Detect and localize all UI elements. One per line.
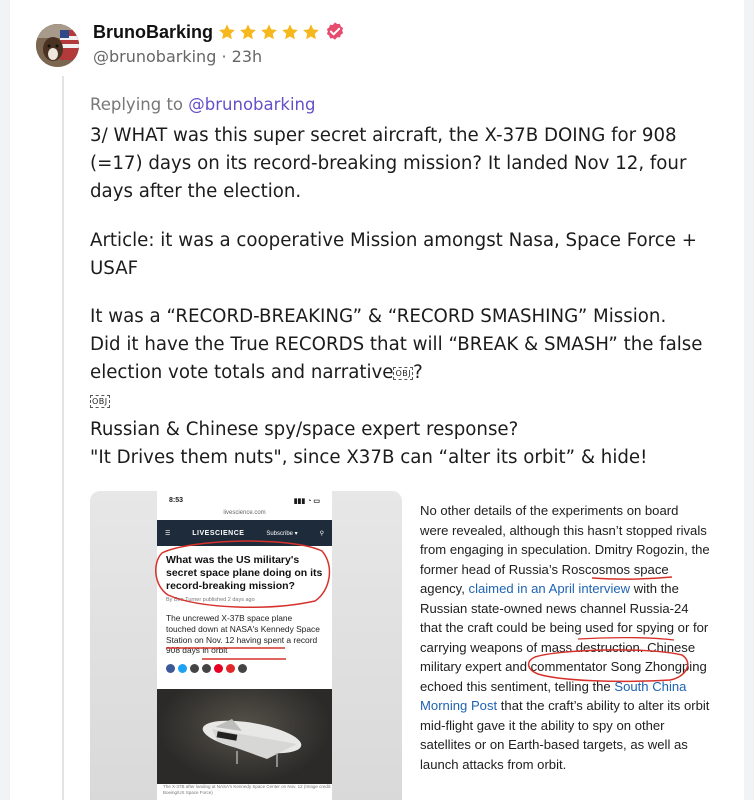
object-replacement-glyph: OBJ — [395, 368, 412, 378]
article-link: claimed in an April interview — [468, 581, 631, 596]
post-body — [90, 122, 720, 472]
menu-icon: ☰ — [165, 530, 171, 537]
post-line: "It Drives them nuts", since X37B can “alter its orbit” & hide! — [90, 447, 648, 469]
star-icon — [302, 23, 320, 41]
author-display-name[interactable]: BrunoBarking — [93, 21, 214, 42]
phone-photo-caption: The X-37B after landing at NASA's Kennedy Space Center on Nov. 12 (Image credit: Boeing/US Space Force) — [163, 784, 332, 795]
name-row — [93, 19, 346, 45]
post-media[interactable] — [90, 491, 710, 800]
article-text: that the craft’s ability to alter its orbit mid-flight gave it the ability to spy on other satellites or on Earth-based targets, as well as launch attacks from orbit. — [420, 698, 710, 772]
post-time[interactable]: 23h — [231, 47, 263, 66]
author-handle[interactable]: @brunobarking — [93, 47, 217, 66]
post-line: Russian & Chinese spy/space expert response? — [90, 418, 519, 440]
article-text: with the Russian state-owned news channel Russia-24 that the craft could be being used for spying or for carrying weapons of mass destruction. Chinese military expert and commentator Song Zhongping echoed this sentiment, telling the — [420, 581, 709, 694]
post-header — [93, 19, 346, 66]
signal-wifi-battery-icon: ▮▮▮ ◔ ▭ — [293, 497, 320, 505]
phone-url: livescience.com — [223, 510, 266, 516]
post-paragraph — [90, 303, 720, 472]
star-icon — [218, 23, 236, 41]
article-link: South China Morning Post — [420, 678, 687, 713]
thread-line — [62, 76, 64, 800]
replying-to — [90, 95, 316, 114]
post-line: Did it have the True RECORDS that will “BREAK & SMASH” the false election vote totals and narrative — [90, 334, 703, 384]
post-line: It was a “RECORD-BREAKING” & “RECORD SMASHING” Mission. — [90, 306, 667, 328]
replying-label: Replying to — [90, 95, 184, 114]
star-icon — [260, 23, 278, 41]
object-replacement-glyph: OBJ — [92, 397, 108, 407]
article-text: No other details of the experiments on board were revealed, although this hasn’t stopped rivals from engaging in speculation. Dmitry Rogozin, the former head of Russia’s Roscosmos space agency, — [420, 503, 710, 596]
post-meta — [93, 47, 346, 66]
star-icon — [239, 23, 257, 41]
phone-headline: What was the US military's secret space plane doing on its record-breaking mission? — [166, 554, 323, 592]
phone-article-text: The uncrewed X-37B space plane touched down at NASA's Kennedy Space Station on Nov. 12 having spent a record 908 days in orbit — [166, 613, 320, 656]
post-line-end: ? — [413, 362, 423, 384]
verified-badge-icon — [324, 21, 346, 43]
site-logo: LIVESCIENCE — [192, 529, 245, 537]
phone-status-time: 8:53 — [169, 497, 184, 504]
post-paragraph: 3/ WHAT was this super secret aircraft, the X-37B DOING for 908 (=17) days on its record-breaking mission? It landed Nov 12, four days after the election. — [90, 125, 687, 203]
replying-mention-link[interactable]: @brunobarking — [188, 95, 316, 114]
article-annotations — [90, 491, 710, 800]
search-icon: ⚲ — [319, 530, 324, 537]
star-icon — [281, 23, 299, 41]
phone-byline: By Ben Turner published 2 days ago — [166, 597, 255, 603]
avatar[interactable] — [36, 24, 79, 67]
meta-separator: · — [221, 47, 227, 66]
subscribe-label: Subscribe ▾ — [266, 530, 298, 537]
post-paragraph: Article: it was a cooperative Mission amongst Nasa, Space Force + USAF — [90, 229, 697, 279]
